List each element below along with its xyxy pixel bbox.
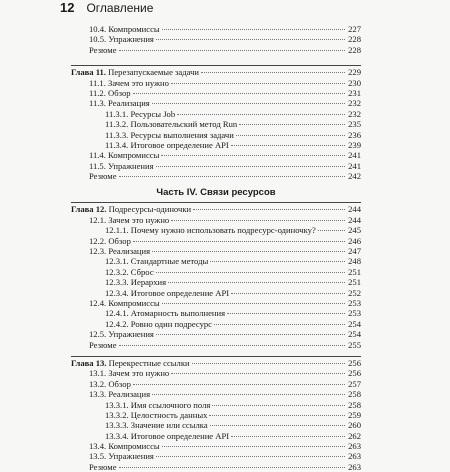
toc-entry <box>71 246 361 256</box>
toc-entry-page: 254 <box>348 318 361 329</box>
toc-entry-title: Стандартные методы <box>130 256 209 267</box>
dot-leader <box>162 28 345 30</box>
toc-entry-page: 260 <box>348 420 361 431</box>
toc-entry-title: Подресурсы-одиночки <box>108 204 192 215</box>
dot-leader <box>161 154 345 156</box>
toc-entry-title: Компромиссы <box>108 297 160 308</box>
toc-entry-page: 242 <box>348 171 361 182</box>
toc-entry-title: Перезапускаемые задачи <box>108 67 200 78</box>
chapter-divider <box>71 65 361 66</box>
toc-entry-page: 246 <box>348 235 361 246</box>
dot-leader <box>236 134 345 136</box>
toc-entry-title: Реализация <box>108 98 150 109</box>
toc-entry <box>71 379 361 389</box>
toc-entry <box>71 24 361 34</box>
toc-entry-number: 13.3.1. <box>105 399 129 410</box>
toc-entry-title: Пользовательский метод Run <box>130 119 238 130</box>
dot-leader <box>119 49 345 51</box>
dot-leader <box>212 404 345 406</box>
toc-entry-title: Итоговое определение API <box>130 287 230 298</box>
toc-entry <box>71 119 361 129</box>
toc-section-chapter-11 <box>71 67 361 181</box>
dot-leader <box>156 333 345 335</box>
toc-entry-title: Атомарность выполнения <box>130 308 226 319</box>
toc-entry-number: 12.4. <box>89 297 107 308</box>
toc-entry <box>71 78 361 88</box>
dot-leader <box>119 344 345 346</box>
toc-entry-title: Перекрестные ссылки <box>108 357 190 368</box>
toc-entry-page: 259 <box>348 409 361 420</box>
toc-entry <box>71 420 361 430</box>
toc-entry-title: Упражнения <box>108 160 154 171</box>
toc-entry-number: 10.5. <box>89 34 107 45</box>
toc-entry <box>71 410 361 420</box>
toc-entry-number: 12.1.1. <box>105 225 129 236</box>
toc-entry-title: Итоговое определение API <box>130 139 229 150</box>
toc-entry-title: Резюме <box>89 461 117 472</box>
dot-leader <box>227 312 345 314</box>
toc-entry-title: Упражнения <box>108 451 154 462</box>
dot-leader <box>171 372 345 374</box>
toc-entry-title: Реализация <box>108 246 151 257</box>
toc-entry-page: 232 <box>348 98 361 109</box>
dot-leader <box>171 219 345 221</box>
part-title: Часть IV. Связи ресурсов <box>156 187 276 199</box>
toc-entry-page: 263 <box>348 451 361 462</box>
toc-entry-number: 13.3. <box>89 389 107 400</box>
dot-leader <box>162 302 345 304</box>
toc-entry-number: 12.3.3. <box>105 277 129 288</box>
toc-entry <box>71 130 361 140</box>
toc-entry-title: Компромиссы <box>108 24 160 34</box>
dot-leader <box>231 292 345 294</box>
dot-leader <box>231 144 345 146</box>
dot-leader <box>133 383 345 385</box>
dot-leader <box>210 260 345 262</box>
toc-entry-number: 13.3.2. <box>105 409 129 420</box>
toc-entry-number: 12.4.1. <box>105 308 129 319</box>
toc-entry-number: 12.3.1. <box>105 256 129 267</box>
toc-entry-page: 236 <box>348 129 361 140</box>
toc-entry-number: 11.3.4. <box>105 139 129 150</box>
dot-leader <box>152 102 345 104</box>
toc-chapter-entry <box>71 358 361 368</box>
toc-entry <box>71 400 361 410</box>
toc-entry-page: 228 <box>348 34 361 45</box>
toc-entry-page: 262 <box>348 430 361 441</box>
dot-leader <box>119 175 345 177</box>
dot-leader <box>201 71 345 73</box>
dot-leader <box>168 281 345 283</box>
dot-leader <box>214 323 345 325</box>
toc-entry-page: 235 <box>348 119 361 130</box>
dot-leader <box>156 165 345 167</box>
toc-entry-page: 258 <box>348 399 361 410</box>
toc-entry-title: Компромиссы <box>108 441 160 452</box>
toc-entry-title: Упражнения <box>108 329 154 340</box>
toc-entry-title: Значение или ссылка <box>130 420 208 431</box>
dot-leader <box>156 271 345 273</box>
toc-entry-title: Резюме <box>89 171 117 182</box>
toc-entry-number: 11.3.1. <box>105 108 129 119</box>
chapter-divider <box>71 356 361 357</box>
toc-entry <box>71 368 361 378</box>
toc-section-chapter-12 <box>71 204 361 349</box>
toc-entry-number: 11.4. <box>89 150 106 161</box>
toc-entry-number: 11.1. <box>89 77 106 88</box>
toc-entry <box>71 45 361 55</box>
toc-entry-page: 263 <box>348 461 361 472</box>
toc-entry <box>71 389 361 399</box>
toc-entry-number: 11.2. <box>89 87 106 98</box>
toc-entry-title: Почему нужно использовать подресурс-одиночку? <box>130 225 316 236</box>
running-title: Оглавление <box>86 1 154 15</box>
toc-entry-number: 10.4. <box>89 24 107 34</box>
toc-entry-page: 255 <box>348 339 361 350</box>
toc-entry-title: Зачем это нужно <box>108 368 170 379</box>
toc-entry-number: 12.4.2. <box>105 318 129 329</box>
toc-entry-title: Иерархия <box>130 277 167 288</box>
toc-entry <box>71 34 361 44</box>
dot-leader <box>171 82 345 84</box>
toc-entry-page: 263 <box>348 441 361 452</box>
toc-entry-number: 13.3.4. <box>105 430 129 441</box>
toc-entry-title: Обзор <box>108 87 131 98</box>
toc-entry-title: Ресурсы выполнения задачи <box>130 129 234 140</box>
dot-leader <box>193 208 345 210</box>
toc-entry-number: 12.3.4. <box>105 287 129 298</box>
toc-entry-page: 251 <box>348 266 361 277</box>
toc-entry <box>71 462 361 472</box>
toc-entry-number: 11.3.3. <box>105 129 129 140</box>
toc-entry-page: 256 <box>348 368 361 379</box>
toc-entry-page: 252 <box>348 287 361 298</box>
toc-entry-number: 13.1. <box>89 368 107 379</box>
toc-entry-page: 232 <box>348 108 361 119</box>
toc-entry-page: 253 <box>348 297 361 308</box>
toc-entry-page: 251 <box>348 277 361 288</box>
toc-entry-number: 11.3. <box>89 98 106 109</box>
toc-entry-number: Глава 11. <box>71 67 106 78</box>
toc-entry-number: Глава 13. <box>71 357 107 368</box>
toc-entry <box>71 256 361 266</box>
toc-entry-title: Зачем это нужно <box>108 77 169 88</box>
toc-entry-number: 12.2. <box>89 235 107 246</box>
dot-leader <box>156 38 345 40</box>
toc-entry <box>71 319 361 329</box>
toc-entry-title: Ресурсы Job <box>130 108 176 119</box>
dot-leader <box>152 250 345 252</box>
toc-entry-title: Компромиссы <box>108 150 160 161</box>
page-number: 12 <box>60 0 75 15</box>
toc-entry <box>71 277 361 287</box>
toc-entry-title: Реализация <box>108 389 151 400</box>
toc-entry-title: Резюме <box>89 339 117 350</box>
toc-entry-page: 228 <box>348 44 361 55</box>
table-of-contents <box>71 24 361 472</box>
toc-entry <box>71 451 361 461</box>
toc-entry-number: 13.3.3. <box>105 420 129 431</box>
toc-entry-number: 11.5. <box>89 160 106 171</box>
toc-entry-page: 241 <box>348 150 361 161</box>
toc-entry-page: 241 <box>348 160 361 171</box>
chapter-divider <box>71 202 361 203</box>
toc-entry-title: Сброс <box>130 266 154 277</box>
toc-entry <box>71 109 361 119</box>
toc-entry-page: 254 <box>348 329 361 340</box>
toc-entry-page: 256 <box>348 357 361 368</box>
toc-entry <box>71 88 361 98</box>
toc-entry <box>71 98 361 108</box>
toc-entry-number: 12.3. <box>89 246 107 257</box>
toc-entry-number: 13.2. <box>89 378 107 389</box>
toc-entry-number: 12.5. <box>89 329 107 340</box>
dot-leader <box>318 229 345 231</box>
toc-entry-page: 230 <box>348 77 361 88</box>
toc-entry <box>71 215 361 225</box>
toc-entry <box>71 236 361 246</box>
toc-entry-number: 12.1. <box>89 214 107 225</box>
running-header <box>60 0 153 14</box>
toc-entry <box>71 267 361 277</box>
toc-section-chapter-13 <box>71 358 361 472</box>
toc-entry-title: Итоговое определение API <box>130 430 230 441</box>
toc-entry-title: Обзор <box>108 235 131 246</box>
dot-leader <box>231 435 345 437</box>
toc-entry-title: Ровно один подресурс <box>130 318 212 329</box>
toc-entry-page: 244 <box>348 214 361 225</box>
toc-chapter-entry <box>71 204 361 214</box>
dot-leader <box>177 113 345 115</box>
toc-entry-page: 227 <box>348 24 361 34</box>
toc-entry <box>71 308 361 318</box>
toc-entry-page: 247 <box>348 246 361 257</box>
dot-leader <box>210 424 345 426</box>
dot-leader <box>119 466 345 468</box>
dot-leader <box>156 455 345 457</box>
toc-entry-page: 229 <box>348 67 361 78</box>
toc-entry-page: 231 <box>348 87 361 98</box>
toc-entry-number: Глава 12. <box>71 204 107 215</box>
dot-leader <box>133 92 345 94</box>
toc-entry-page: 248 <box>348 256 361 267</box>
toc-entry <box>71 329 361 339</box>
toc-entry-title: Целостность данных <box>130 409 208 420</box>
toc-entry-number: 13.5. <box>89 451 107 462</box>
toc-entry-number: 12.3.2. <box>105 266 129 277</box>
toc-entry-page: 245 <box>348 225 361 236</box>
toc-entry <box>71 150 361 160</box>
dot-leader <box>209 414 345 416</box>
toc-entry-page: 244 <box>348 204 361 215</box>
toc-entry-title: Обзор <box>108 378 131 389</box>
toc-entry <box>71 171 361 181</box>
toc-entry <box>71 298 361 308</box>
toc-entry-page: 258 <box>348 389 361 400</box>
toc-entry-title: Имя ссылочного поля <box>130 399 211 410</box>
toc-entry <box>71 225 361 235</box>
toc-entry <box>71 431 361 441</box>
toc-entry-title: Резюме <box>89 44 117 55</box>
toc-entry <box>71 340 361 350</box>
dot-leader <box>192 362 345 364</box>
toc-entry-page: 253 <box>348 308 361 319</box>
toc-entry-page: 239 <box>348 139 361 150</box>
toc-chapter-entry <box>71 67 361 77</box>
dot-leader <box>239 123 345 125</box>
dot-leader <box>162 445 345 447</box>
dot-leader <box>133 240 345 242</box>
toc-entry-title: Упражнения <box>108 34 154 45</box>
toc-entry-number: 11.3.2. <box>105 119 129 130</box>
toc-entry <box>71 140 361 150</box>
dot-leader <box>152 393 345 395</box>
toc-section-chapter-10-end <box>71 24 361 55</box>
toc-entry-title: Зачем это нужно <box>108 214 170 225</box>
toc-entry-number: 13.4. <box>89 441 107 452</box>
toc-entry-page: 257 <box>348 378 361 389</box>
toc-entry <box>71 161 361 171</box>
toc-entry <box>71 288 361 298</box>
